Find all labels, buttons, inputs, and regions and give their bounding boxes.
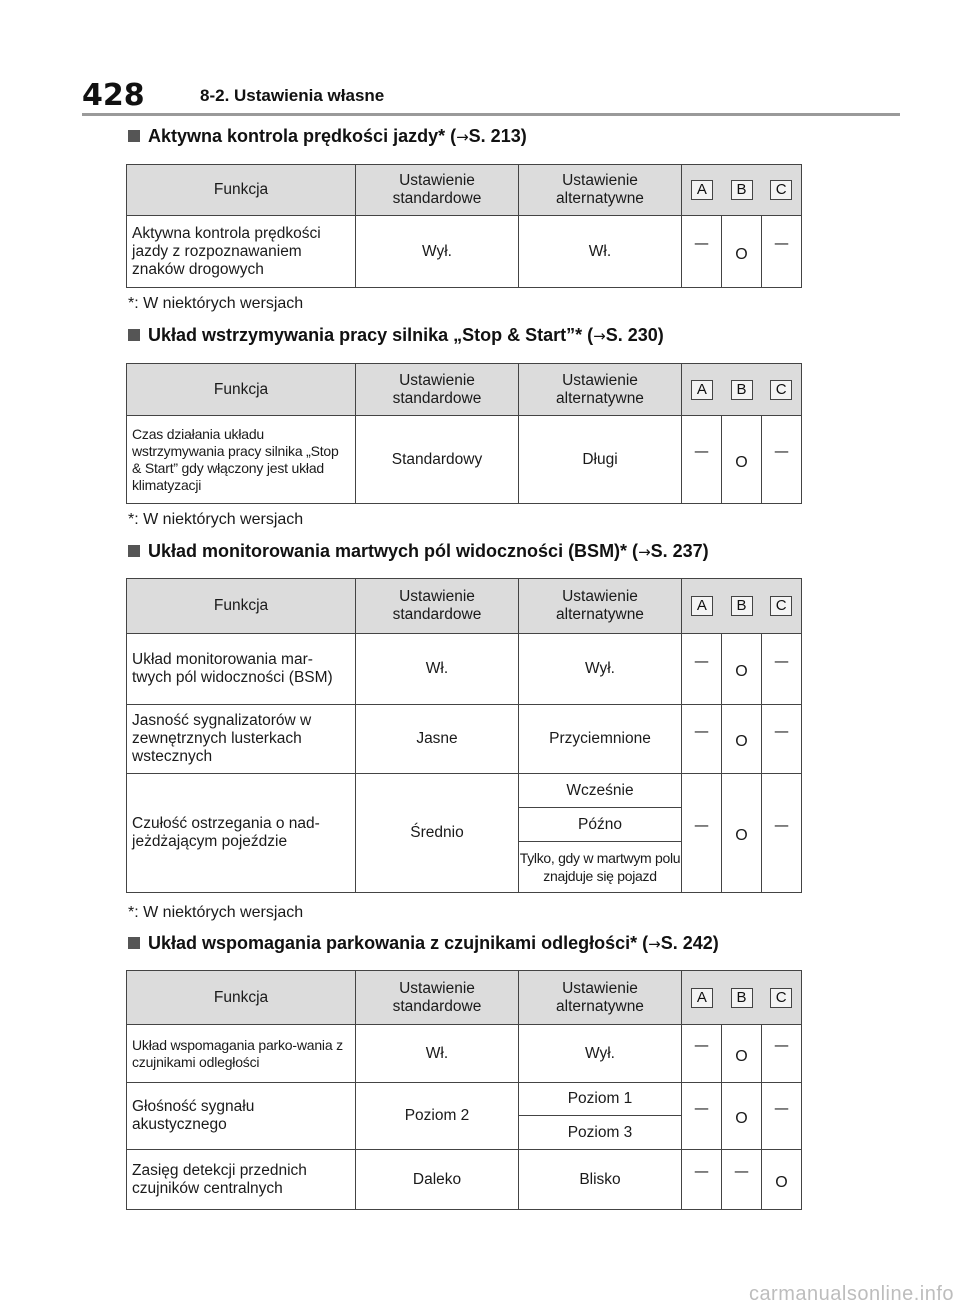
section-title-acc: Aktywna kontrola prędkości jazdy* (→S. 213)	[128, 126, 527, 147]
label-b-icon: B	[731, 596, 753, 616]
mark-b-cell: O	[722, 634, 762, 705]
mark-b-cell: O	[722, 1025, 762, 1083]
column-header-alternative: Ustawienie alternatywne	[519, 579, 682, 634]
chapter-title: 8-2. Ustawienia własne	[200, 86, 385, 105]
standard-cell: Średnio	[356, 774, 519, 893]
settings-table-stop-start	[126, 363, 802, 504]
page-header	[82, 72, 900, 116]
table-row	[127, 416, 802, 504]
function-cell: Aktywna kontrola prędkości jazdy z rozpoznawaniem znaków drogowych	[127, 216, 356, 288]
function-cell: Zasięg detekcji przednich czujników centralnych	[127, 1150, 356, 1210]
label-a-icon: A	[691, 596, 713, 616]
column-header-standard: Ustawienie standardowe	[356, 165, 519, 216]
square-bullet-icon	[128, 329, 140, 341]
standard-cell: Wł.	[356, 634, 519, 705]
label-c-icon: C	[770, 380, 792, 400]
page-reference-link[interactable]: S. 242)	[660, 933, 719, 953]
settings-table-bsm	[126, 578, 802, 893]
label-b-icon: B	[731, 380, 753, 400]
mark-c-cell: —	[762, 774, 802, 893]
column-header-alternative: Ustawienie alternatywne	[519, 971, 682, 1025]
section-title-parking: Układ wspomagania parkowania z czujnikami odległości* (→S. 242)	[128, 933, 719, 954]
table-header-row	[127, 971, 802, 1025]
arrow-right-icon: →	[456, 128, 469, 146]
mark-c-cell: —	[762, 1025, 802, 1083]
arrow-right-icon: →	[648, 935, 661, 953]
column-header-abc	[682, 579, 802, 634]
mark-a-cell: —	[682, 1083, 722, 1150]
alternative-cell: Tylko, gdy w martwym polu znajduje się pojazd	[519, 842, 682, 893]
column-header-alternative: Ustawienie alternatywne	[519, 165, 682, 216]
standard-cell: Daleko	[356, 1150, 519, 1210]
mark-a-cell: —	[682, 1150, 722, 1210]
standard-cell: Poziom 2	[356, 1083, 519, 1150]
function-cell: Czas działania układu wstrzymywania pracy silnika „Stop & Start” gdy włączony jest układ klimatyzacji	[127, 416, 356, 504]
mark-b-cell: O	[722, 416, 762, 504]
standard-cell: Wył.	[356, 216, 519, 288]
mark-b-cell: O	[722, 1083, 762, 1150]
page-reference-link[interactable]: S. 213)	[468, 126, 527, 146]
mark-a-cell: —	[682, 216, 722, 288]
mark-a-cell: —	[682, 774, 722, 893]
label-a-icon: A	[691, 380, 713, 400]
alternative-cell: Blisko	[519, 1150, 682, 1210]
mark-a-cell: —	[682, 1025, 722, 1083]
mark-c-cell: —	[762, 634, 802, 705]
standard-cell: Wł.	[356, 1025, 519, 1083]
column-header-alternative: Ustawienie alternatywne	[519, 364, 682, 416]
standard-cell: Standardowy	[356, 416, 519, 504]
settings-table-parking	[126, 970, 802, 1210]
mark-b-cell: O	[722, 774, 762, 893]
alternative-cell: Wył.	[519, 1025, 682, 1083]
table-row	[127, 705, 802, 774]
mark-c-cell: —	[762, 416, 802, 504]
alternative-cell: Przyciemnione	[519, 705, 682, 774]
arrow-right-icon: →	[638, 543, 651, 561]
table-header-row	[127, 364, 802, 416]
label-c-icon: C	[770, 988, 792, 1008]
label-c-icon: C	[770, 596, 792, 616]
mark-c-cell: —	[762, 216, 802, 288]
alternative-cell: Poziom 1	[519, 1083, 682, 1116]
function-cell: Jasność sygnalizatorów w zewnętrznych lusterkach wstecznych	[127, 705, 356, 774]
section-title-bsm: Układ monitorowania martwych pól widoczności (BSM)* (→S. 237)	[128, 541, 709, 562]
label-a-icon: A	[691, 988, 713, 1008]
alternative-cell: Wył.	[519, 634, 682, 705]
column-header-function: Funkcja	[127, 579, 356, 634]
mark-b-cell: O	[722, 216, 762, 288]
standard-cell: Jasne	[356, 705, 519, 774]
section-title-stop-start: Układ wstrzymywania pracy silnika „Stop & Start”* (→S. 230)	[128, 325, 664, 346]
column-header-abc	[682, 165, 802, 216]
table-row	[127, 774, 802, 808]
alternative-cell: Wł.	[519, 216, 682, 288]
alternative-cell: Poziom 3	[519, 1116, 682, 1150]
footnote: *: W niektórych wersjach	[128, 511, 304, 528]
function-cell: Układ monitorowania mar-twych pól widoczności (BSM)	[127, 634, 356, 705]
label-c-icon: C	[770, 180, 792, 200]
table-row	[127, 1150, 802, 1210]
page-number: 428	[82, 78, 145, 113]
column-header-abc	[682, 364, 802, 416]
mark-c-cell: —	[762, 705, 802, 774]
column-header-function: Funkcja	[127, 364, 356, 416]
header-divider	[82, 113, 900, 116]
column-header-function: Funkcja	[127, 971, 356, 1025]
footnote: *: W niektórych wersjach	[128, 295, 304, 312]
column-header-function: Funkcja	[127, 165, 356, 216]
label-b-icon: B	[731, 988, 753, 1008]
alternative-cell: Wcześnie	[519, 774, 682, 808]
settings-table-acc	[126, 164, 802, 288]
page-reference-link[interactable]: S. 237)	[650, 541, 709, 561]
page-reference-link[interactable]: S. 230)	[605, 325, 664, 345]
table-row	[127, 634, 802, 705]
table-row	[127, 1083, 802, 1116]
mark-c-cell: —	[762, 1083, 802, 1150]
table-row	[127, 1025, 802, 1083]
mark-c-cell: O	[762, 1150, 802, 1210]
square-bullet-icon	[128, 545, 140, 557]
mark-a-cell: —	[682, 634, 722, 705]
function-cell: Czułość ostrzegania o nad-jeżdżającym pojeździe	[127, 774, 356, 893]
mark-a-cell: —	[682, 416, 722, 504]
square-bullet-icon	[128, 130, 140, 142]
label-b-icon: B	[731, 180, 753, 200]
column-header-standard: Ustawienie standardowe	[356, 971, 519, 1025]
mark-a-cell: —	[682, 705, 722, 774]
table-row	[127, 216, 802, 288]
table-header-row	[127, 165, 802, 216]
function-cell: Układ wspomagania parko-wania z czujnikami odległości	[127, 1025, 356, 1083]
alternative-cell: Długi	[519, 416, 682, 504]
alternative-cell: Późno	[519, 808, 682, 842]
label-a-icon: A	[691, 180, 713, 200]
column-header-standard: Ustawienie standardowe	[356, 579, 519, 634]
mark-b-cell: O	[722, 705, 762, 774]
arrow-right-icon: →	[593, 327, 606, 345]
footnote: *: W niektórych wersjach	[128, 904, 304, 921]
column-header-standard: Ustawienie standardowe	[356, 364, 519, 416]
table-header-row	[127, 579, 802, 634]
mark-b-cell: —	[722, 1150, 762, 1210]
column-header-abc	[682, 971, 802, 1025]
watermark: carmanualsonline.info	[748, 1283, 954, 1305]
function-cell: Głośność sygnału akustycznego	[127, 1083, 356, 1150]
square-bullet-icon	[128, 937, 140, 949]
